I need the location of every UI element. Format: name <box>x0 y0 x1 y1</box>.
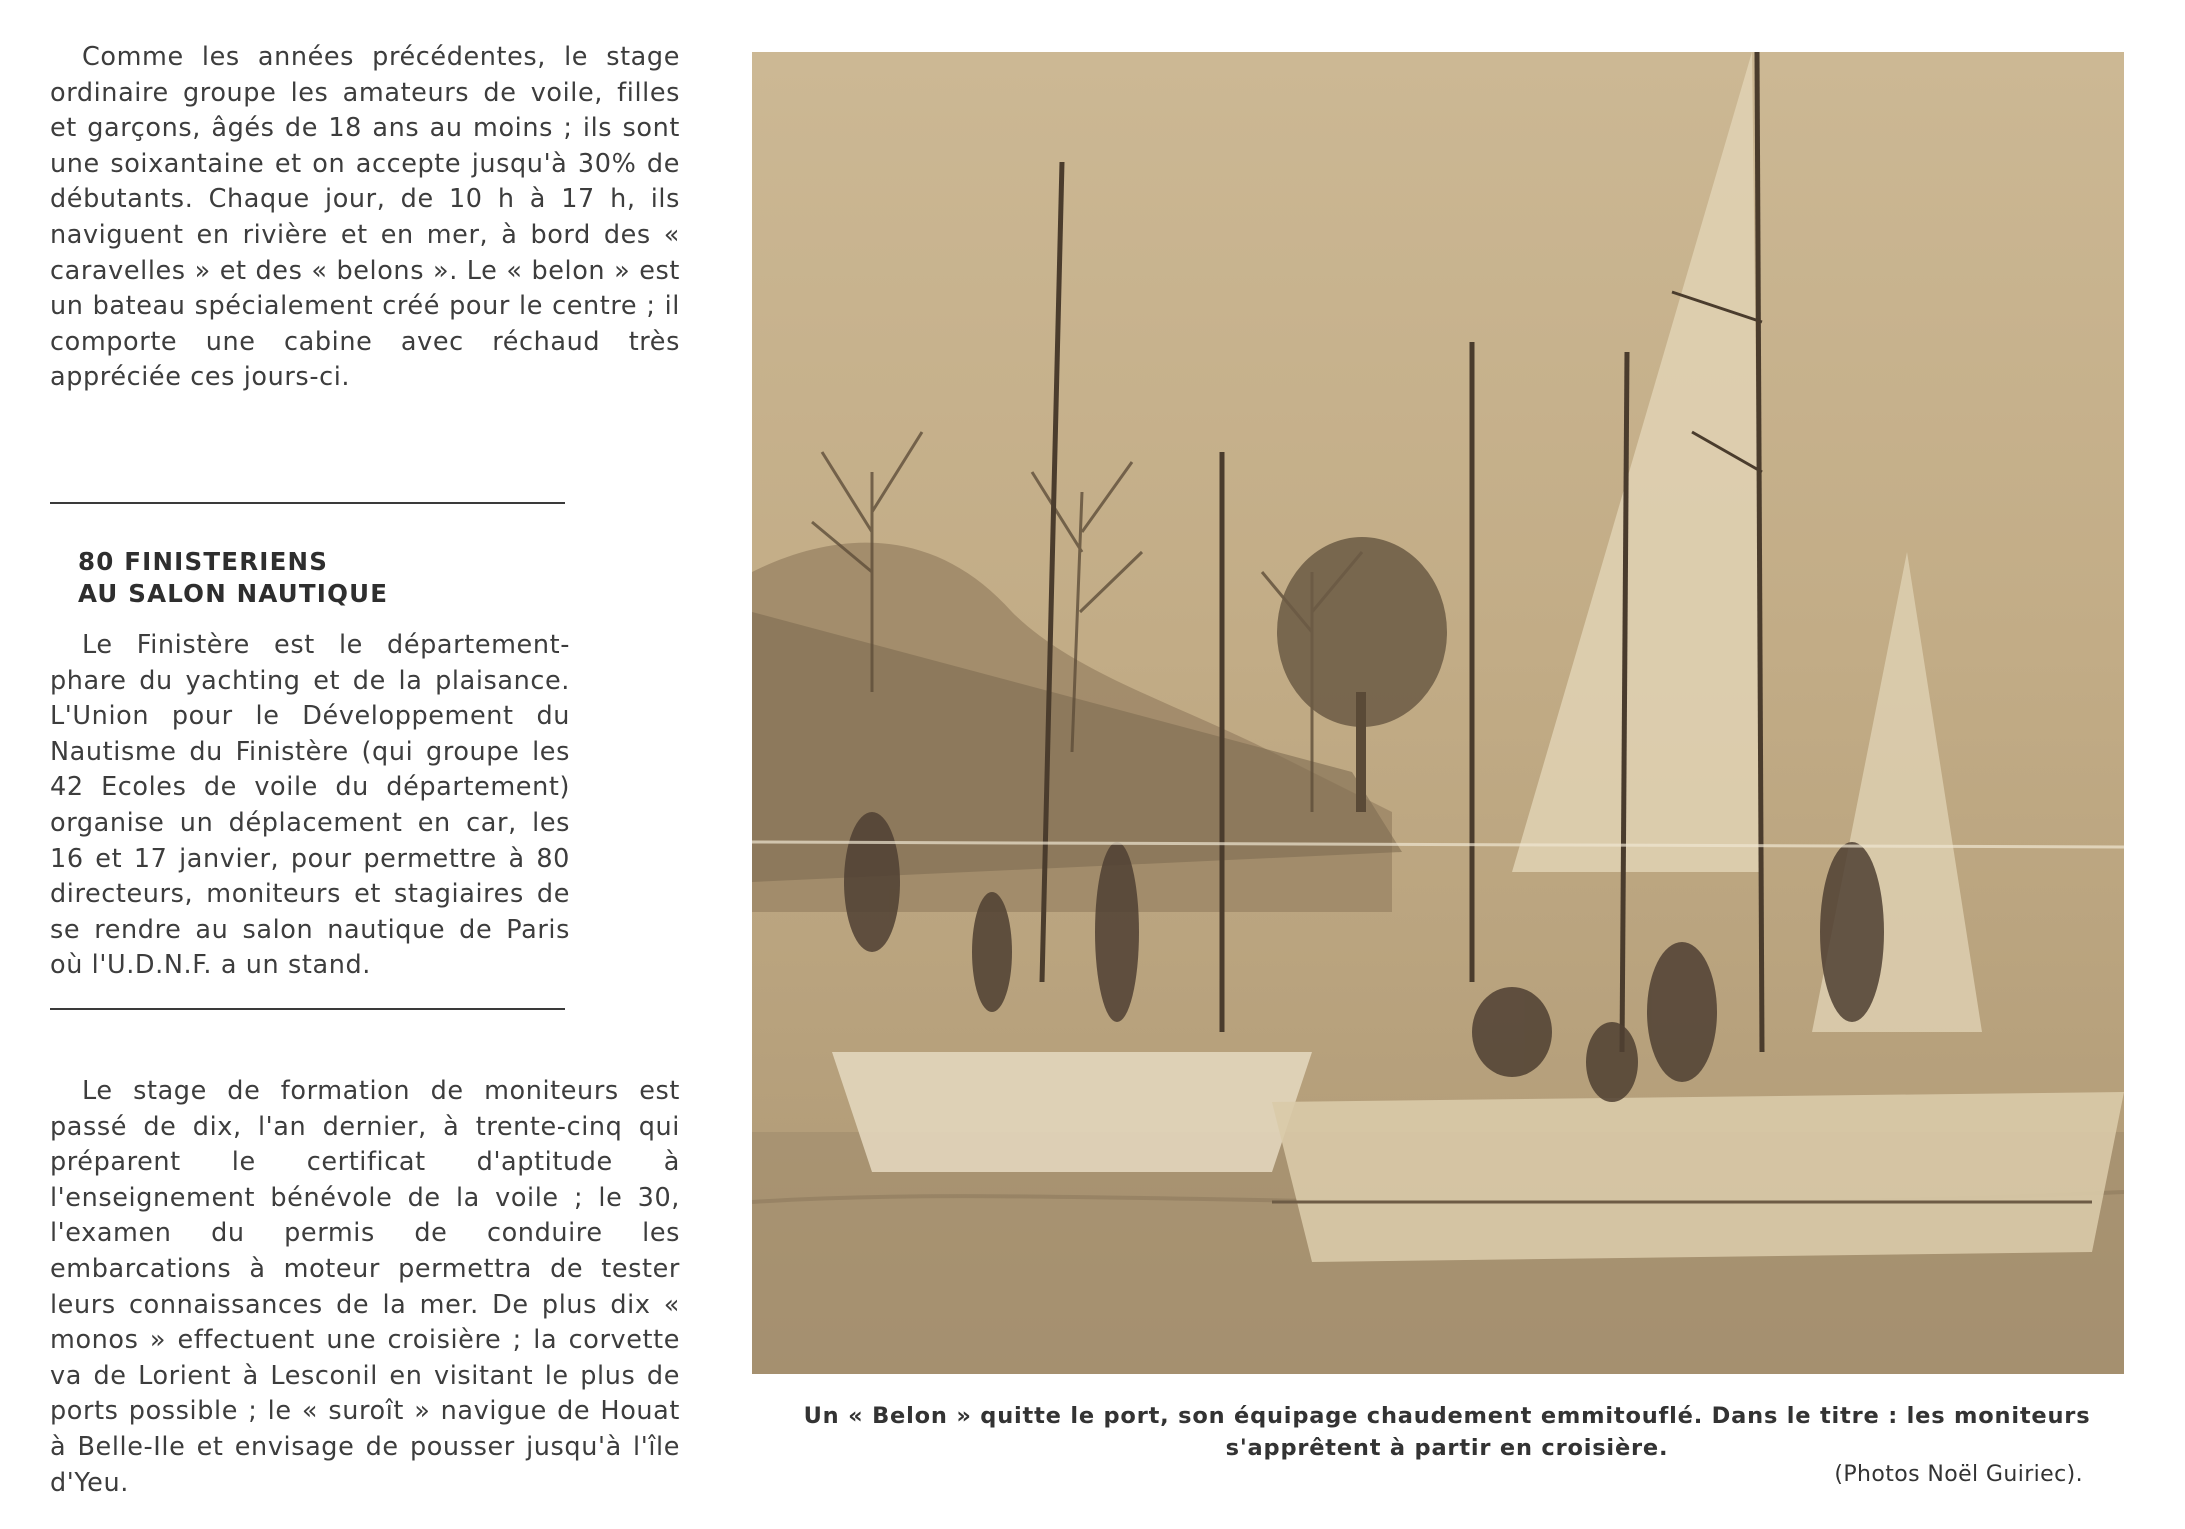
photo-illustration <box>752 52 2124 1374</box>
headline-line-2: AU SALON NAUTIQUE <box>78 579 389 608</box>
photo-caption: Un « Belon » quitte le port, son équipage chaudement emmitouflé. Dans le titre : les moniteurs s'apprêtent à partir en croisière. <box>803 1403 2091 1461</box>
article-block-moniteurs <box>50 1074 680 1501</box>
article-column-left <box>50 40 680 396</box>
divider-rule-top <box>50 502 565 504</box>
photo-credit: (Photos Noël Guiriec). <box>1834 1462 2083 1487</box>
paragraph-stage-moniteurs: Le stage de formation de moniteurs est passé de dix, l'an dernier, à trente-cinq qui préparent le certificat d'aptitude à l'enseignement bénévole de la voile ; le 30, l'examen du permis de conduire les embarcations à moteur permettra de tester leurs connaissances de la mer. De plus dix « monos » effectuent une croisière ; la corvette va de Lorient à Lesconil en visitant le plus de ports possible ; le « suroît » navigue de Houat à Belle-Ile et envisage de pousser jusqu'à l'île d'Yeu. <box>50 1076 680 1498</box>
paragraph-salon-nautique: Le Finistère est le département-phare du yachting et de la plaisance. L'Union pour le Développement du Nautisme du Finistère (qui groupe les 42 Ecoles de voile du département) organise un déplacement en car, les 16 et 17 janvier, pour permettre à 80 directeurs, moniteurs et stagiaires de se rendre au salon nautique de Paris où l'U.D.N.F. a un stand. <box>50 630 570 981</box>
article-block-salon <box>50 628 570 984</box>
divider-rule-bottom <box>50 1008 565 1010</box>
paragraph-stage-ordinaire: Comme les années précédentes, le stage ordinaire groupe les amateurs de voile, filles et garçons, âgés de 18 ans au moins ; ils sont une soixantaine et on accepte jusqu'à 30% de débutants. Chaque jour, de 10 h à 17 h, ils naviguent en rivière et en mer, à bord des « caravelles » et des « belons ». Le « belon » est un bateau spécialement créé pour le centre ; il comporte une cabine avec réchaud très appréciée ces jours-ci. <box>50 42 680 393</box>
headline-finisteriens <box>78 546 388 610</box>
headline-line-1: 80 FINISTERIENS <box>78 547 329 576</box>
newspaper-photo-sailboats <box>752 52 2124 1374</box>
